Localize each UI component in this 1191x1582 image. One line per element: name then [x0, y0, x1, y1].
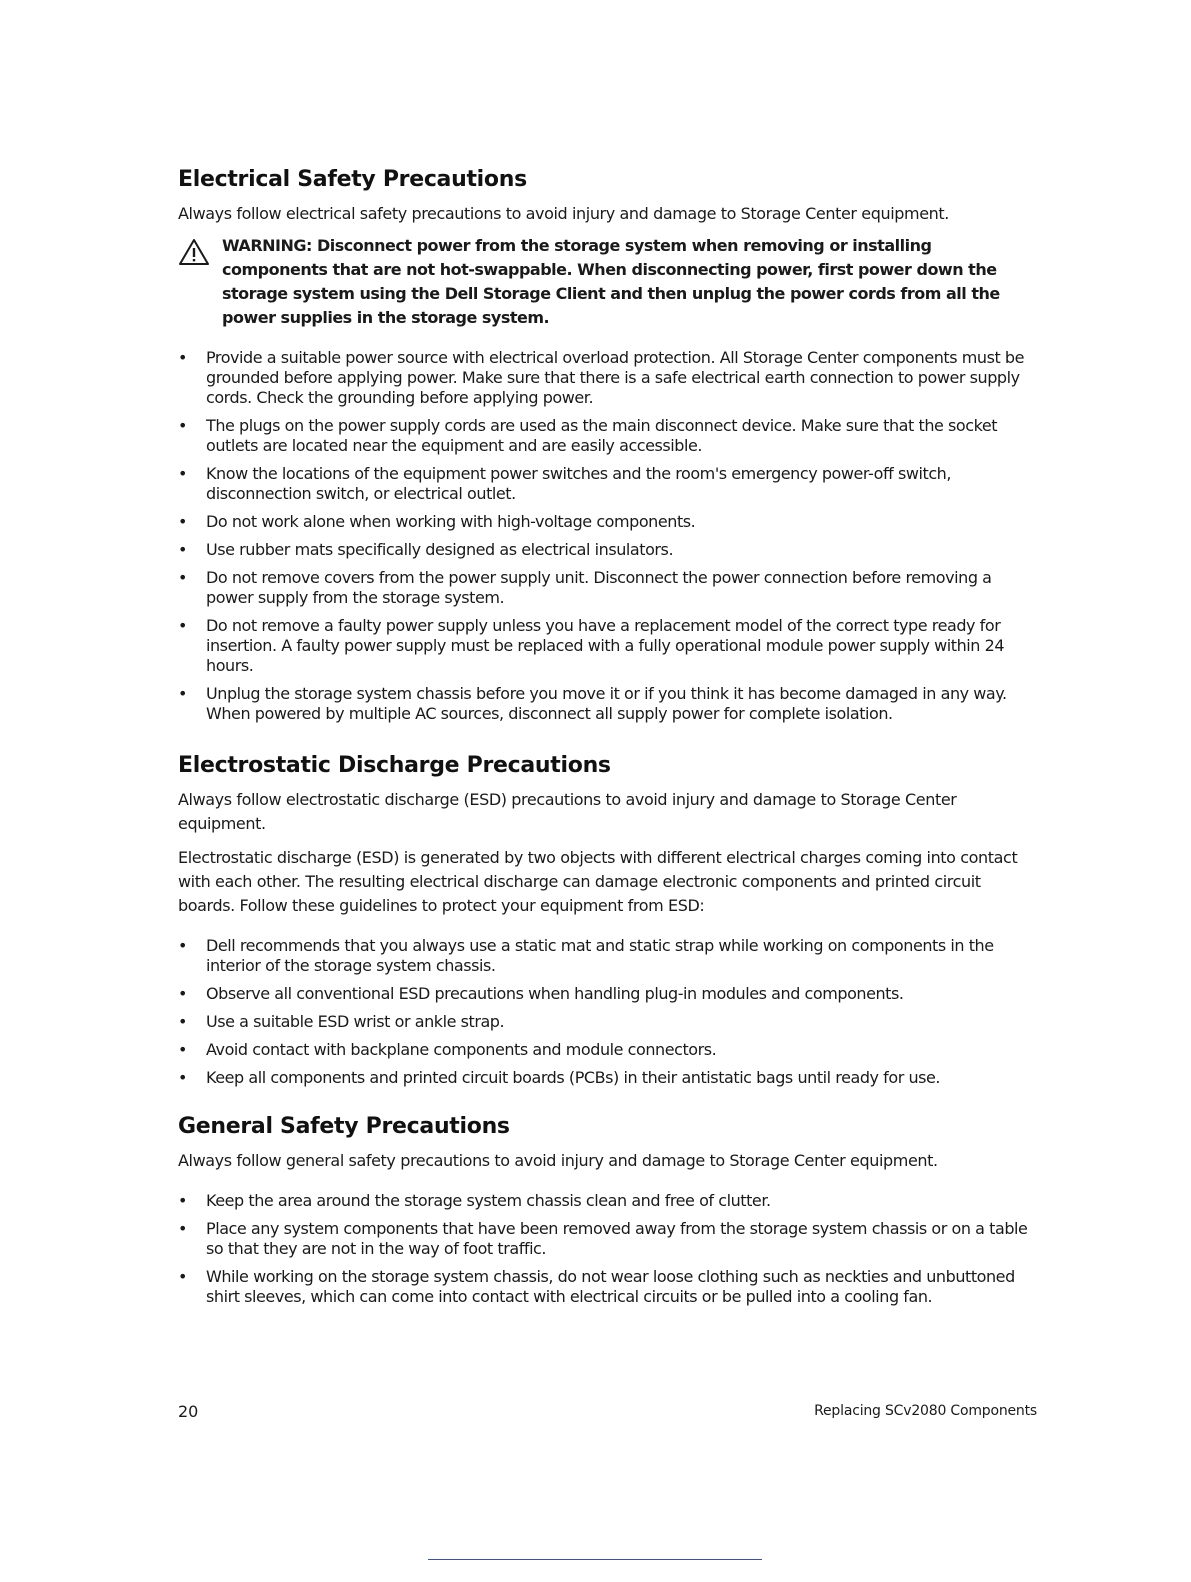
list-item: • Observe all conventional ESD precautions when handling plug-in modules and components. — [178, 984, 904, 1003]
bullet-icon: • — [178, 936, 187, 955]
bullet-icon: • — [178, 464, 187, 483]
warning-triangle-icon — [178, 238, 210, 266]
list-item: • Do not work alone when working with high-voltage components. — [178, 512, 696, 531]
bullet-icon: • — [178, 1012, 187, 1031]
esd-heading: Electrostatic Discharge Precautions — [178, 753, 611, 778]
bullet-icon: • — [178, 512, 187, 531]
list-item: • Do not remove a faulty power supply unless you have a replacement model of the correct type ready for insertion. A faulty power supply must be replaced with a fully operational module power supply within 24 hours. — [178, 616, 1005, 675]
general-safety-list — [178, 1191, 1038, 1307]
bottom-divider — [428, 1559, 762, 1560]
bullet-icon: • — [178, 1219, 187, 1238]
bullet-icon: • — [178, 1191, 187, 1210]
list-item: • The plugs on the power supply cords are used as the main disconnect device. Make sure that the socket outlets are located near the equipment and are easily accessible. — [178, 416, 998, 455]
bullet-icon: • — [178, 1040, 187, 1059]
list-item: • Dell recommends that you always use a static mat and static strap while working on components in the interior of the storage system chassis. — [178, 936, 994, 975]
list-item: • Unplug the storage system chassis before you move it or if you think it has become damaged in any way. When powered by multiple AC sources, disconnect all supply power for complete isolation. — [178, 684, 1007, 723]
list-item: • While working on the storage system chassis, do not wear loose clothing such as neckties and unbuttoned shirt sleeves, which can come into contact with electrical circuits or be pulled into a cooling fan. — [178, 1267, 1015, 1306]
page-number: 20 — [178, 1402, 199, 1421]
warning-notice — [178, 234, 1038, 330]
list-item: • Keep the area around the storage system chassis clean and free of clutter. — [178, 1191, 771, 1210]
list-item: • Keep all components and printed circuit boards (PCBs) in their antistatic bags until ready for use. — [178, 1068, 941, 1087]
electrical-safety-list — [178, 348, 1038, 724]
bullet-icon: • — [178, 1068, 187, 1087]
warning-text: WARNING: Disconnect power from the storage system when removing or installing components that are not hot-swappable. When disconnecting power, first power down the storage system using the Dell Storage Client and then unplug the power cords from all the power supplies in the storage system. — [222, 236, 1000, 327]
list-item: • Use rubber mats specifically designed as electrical insulators. — [178, 540, 674, 559]
esd-intro: Always follow electrostatic discharge (ESD) precautions to avoid injury and damage to Storage Center equipment. — [178, 790, 957, 833]
general-safety-intro: Always follow general safety precautions to avoid injury and damage to Storage Center equipment. — [178, 1151, 938, 1170]
general-safety-section — [178, 1113, 1038, 1315]
esd-section — [178, 752, 1038, 1096]
bullet-icon: • — [178, 984, 187, 1003]
list-item: • Use a suitable ESD wrist or ankle strap. — [178, 1012, 505, 1031]
bullet-icon: • — [178, 348, 187, 367]
electrical-safety-heading: Electrical Safety Precautions — [178, 167, 527, 192]
bullet-icon: • — [178, 616, 187, 635]
electrical-safety-intro: Always follow electrical safety precautions to avoid injury and damage to Storage Center equipment. — [178, 204, 949, 223]
esd-list — [178, 936, 1038, 1088]
list-item: • Avoid contact with backplane components and module connectors. — [178, 1040, 717, 1059]
footer-chapter-title: Replacing SCv2080 Components — [814, 1403, 1037, 1419]
bullet-icon: • — [178, 540, 187, 559]
list-item: • Do not remove covers from the power supply unit. Disconnect the power connection before removing a power supply from the storage system. — [178, 568, 992, 607]
electrical-safety-section — [178, 166, 1038, 732]
list-item: • Place any system components that have been removed away from the storage system chassis or on a table so that they are not in the way of foot traffic. — [178, 1219, 1028, 1258]
bullet-icon: • — [178, 684, 187, 703]
general-safety-heading: General Safety Precautions — [178, 1114, 510, 1139]
bullet-icon: • — [178, 568, 187, 587]
list-item: • Provide a suitable power source with electrical overload protection. All Storage Center components must be grounded before applying power. Make sure that there is a safe electrical earth connection to power supply cords. Check the grounding before applying power. — [178, 348, 1025, 407]
esd-description: Electrostatic discharge (ESD) is generated by two objects with different electrical charges coming into contact with each other. The resulting electrical discharge can damage electronic components and printed circuit boards. Follow these guidelines to protect your equipment from ESD: — [178, 848, 1018, 915]
list-item: • Know the locations of the equipment power switches and the room's emergency power-off switch, disconnection switch, or electrical outlet. — [178, 464, 952, 503]
bullet-icon: • — [178, 416, 187, 435]
bullet-icon: • — [178, 1267, 187, 1286]
